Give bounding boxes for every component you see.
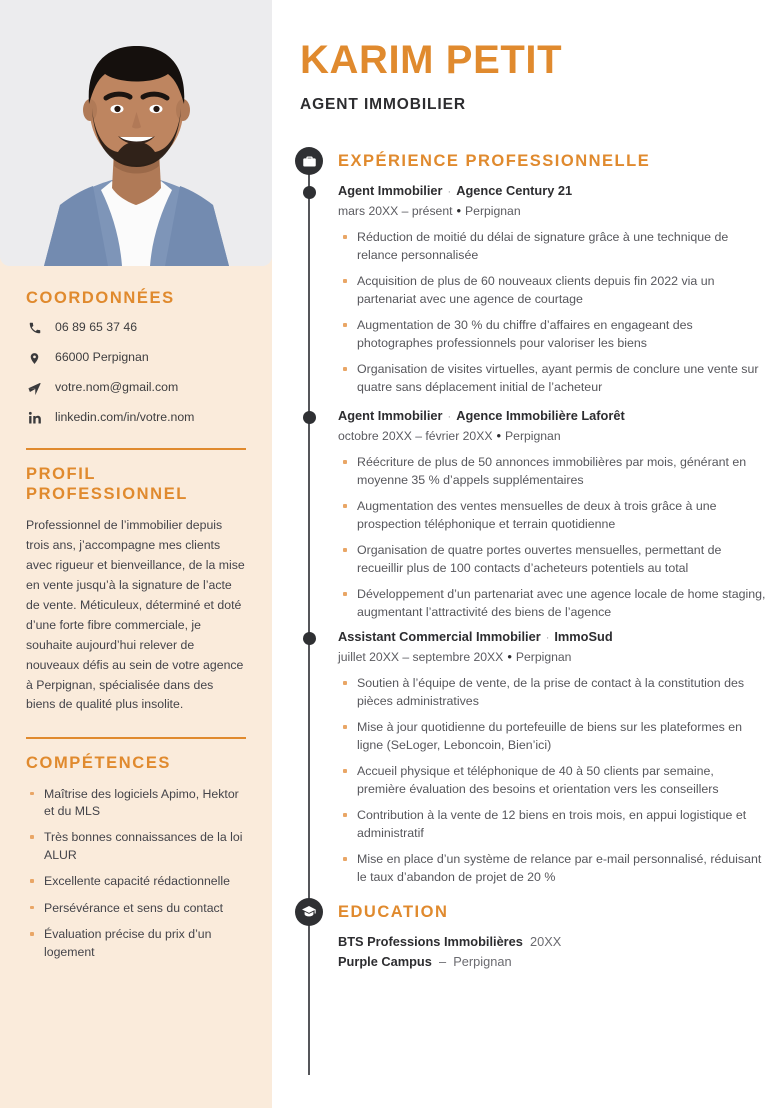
education-school-line [338, 952, 766, 972]
list-item: Organisation de visites virtuelles, ayant permis de conclure une vente sur quatre sans déplacement initial de l’acheteur [338, 361, 766, 397]
send-icon [26, 381, 43, 396]
map-pin-icon [26, 351, 43, 366]
profile-section [26, 464, 246, 715]
entry-company: ImmoSud [554, 629, 613, 644]
entry-dates: octobre 20XX – février 20XX [338, 428, 493, 443]
entry-title-line [338, 628, 766, 646]
contact-section [26, 288, 246, 426]
profile-photo [0, 0, 272, 266]
divider-skills [26, 737, 246, 739]
entry-meta-line [338, 426, 766, 446]
profile-text: Professionnel de l’immobilier depuis trois ans, j’accompagne mes clients avec rigueur et bienveillance, de la mise en vente jusqu’à la signature de l’acte de vente. Méticuleux, déterminé et doté d’une forte fibre commerciale, je souhaite aujourd’hui relever de nouveaux défis au sein de votre agence à Perpignan, spécialisée dans des biens de qualité plus insolite. [26, 518, 245, 712]
list-item: Augmentation de 30 % du chiffre d’affaires en engageant des photographes professionnels pour valoriser les biens [338, 317, 766, 353]
timeline-dot [303, 632, 316, 645]
experience-entry [338, 407, 766, 630]
timeline-dot [303, 186, 316, 199]
education-degree-line [338, 932, 766, 952]
separator-dot: · [447, 411, 452, 423]
profile-heading: PROFIL PROFESSIONNEL [26, 465, 188, 504]
contact-linkedin-text: linkedin.com/in/votre.nom [55, 410, 195, 425]
list-item: Réduction de moitié du délai de signature grâce à une technique de relance personnalisée [338, 229, 766, 265]
entry-title-line [338, 182, 766, 200]
meta-separator: • [496, 427, 502, 443]
entry-dates: mars 20XX – présent [338, 203, 453, 218]
meta-separator: • [456, 202, 462, 218]
sidebar [0, 0, 272, 1108]
list-item: Mise en place d’un système de relance par e-mail personnalisé, réduisant le taux d’abandon de projet de 20 % [338, 851, 766, 887]
contact-item-linkedin[interactable] [26, 410, 246, 426]
job-role-subtitle: AGENT IMMOBILIER [300, 96, 466, 113]
entry-meta-line [338, 647, 766, 667]
contact-email-text: votre.nom@gmail.com [55, 380, 179, 395]
entry-job-title: Agent Immobilier [338, 183, 443, 198]
education-degree: BTS Professions Immobilières [338, 934, 523, 949]
separator-dot: · [545, 632, 550, 644]
timeline-line [308, 160, 310, 1075]
entry-location: Perpignan [505, 428, 561, 443]
entry-job-title: Agent Immobilier [338, 408, 443, 423]
list-item: Maîtrise des logiciels Apimo, Hektor et du MLS [26, 786, 246, 821]
list-item: Très bonnes connaissances de la loi ALUR [26, 829, 246, 864]
divider-profile [26, 448, 246, 450]
briefcase-icon [295, 147, 323, 175]
entry-bullets [338, 229, 766, 397]
skills-section [26, 753, 246, 961]
list-item: Développement d’un partenariat avec une agence locale de home staging, augmentant l’attractivité des biens de l’agence [338, 586, 766, 622]
experience-entry [338, 628, 766, 895]
experience-entry [338, 182, 766, 405]
page-title: KARIM PETIT [300, 38, 563, 82]
entry-dates: juillet 20XX – septembre 20XX [338, 649, 504, 664]
entry-location: Perpignan [515, 649, 572, 664]
list-item: Excellente capacité rédactionnelle [26, 873, 246, 890]
list-item: Réécriture de plus de 50 annonces immobilières par mois, générant en moyenne 35 % d’appels supplémentaires [338, 454, 766, 490]
list-item: Évaluation précise du prix d’un logement [26, 926, 246, 961]
entry-title-line [338, 407, 766, 425]
education-dash: – [439, 953, 447, 969]
list-item: Soutien à l’équipe de vente, de la prise de contact à la constitution des pièces administratives [338, 675, 766, 711]
list-item: Contribution à la vente de 12 biens en trois mois, en appui logistique et administratif [338, 807, 766, 843]
timeline-dot [303, 411, 316, 424]
list-item: Accueil physique et téléphonique de 40 à 50 clients par semaine, première évaluation des besoins et orientation vers les conseillers [338, 763, 766, 799]
contact-address-text: 66000 Perpignan [55, 350, 149, 365]
skills-heading: COMPÉTENCES [26, 754, 172, 773]
main-content [272, 0, 784, 1108]
entry-bullets [338, 675, 766, 887]
contact-item-address[interactable] [26, 350, 246, 366]
education-entry [338, 932, 766, 972]
phone-icon [26, 321, 43, 335]
graduation-cap-icon [295, 898, 323, 926]
list-item: Organisation de quatre portes ouvertes mensuelles, permettant de recueillir plus de 100 contacts d’acheteurs potentiels au total [338, 542, 766, 578]
education-year: 20XX [530, 934, 562, 949]
entry-bullets [338, 454, 766, 622]
education-school: Purple Campus [338, 953, 432, 969]
entry-company: Agence Century 21 [456, 183, 573, 198]
education-location: Perpignan [453, 953, 512, 969]
entry-meta-line [338, 201, 766, 221]
contact-item-email[interactable] [26, 380, 246, 396]
contact-heading: COORDONNÉES [26, 289, 175, 307]
list-item: Mise à jour quotidienne du portefeuille de biens sur les plateformes en ligne (SeLoger, Leboncoin, Bien’ici) [338, 719, 766, 755]
separator-dot: · [447, 186, 452, 198]
education-heading: EDUCATION [338, 903, 449, 921]
list-item: Acquisition de plus de 60 nouveaux clients depuis fin 2022 via un partenariat avec une agence de courtage [338, 273, 766, 309]
experience-heading: EXPÉRIENCE PROFESSIONNELLE [338, 152, 651, 170]
contact-item-phone[interactable] [26, 320, 246, 336]
linkedin-icon [26, 411, 43, 425]
entry-company: Agence Immobilière Laforêt [456, 408, 625, 423]
contact-phone-text: 06 89 65 37 46 [55, 320, 138, 335]
list-item: Persévérance et sens du contact [26, 900, 246, 917]
meta-separator: • [507, 648, 512, 664]
entry-location: Perpignan [465, 203, 521, 218]
list-item: Augmentation des ventes mensuelles de deux à trois grâce à une prospection téléphonique et terrain quotidienne [338, 498, 766, 534]
entry-job-title: Assistant Commercial Immobilier [338, 629, 541, 644]
skills-list [26, 786, 246, 962]
